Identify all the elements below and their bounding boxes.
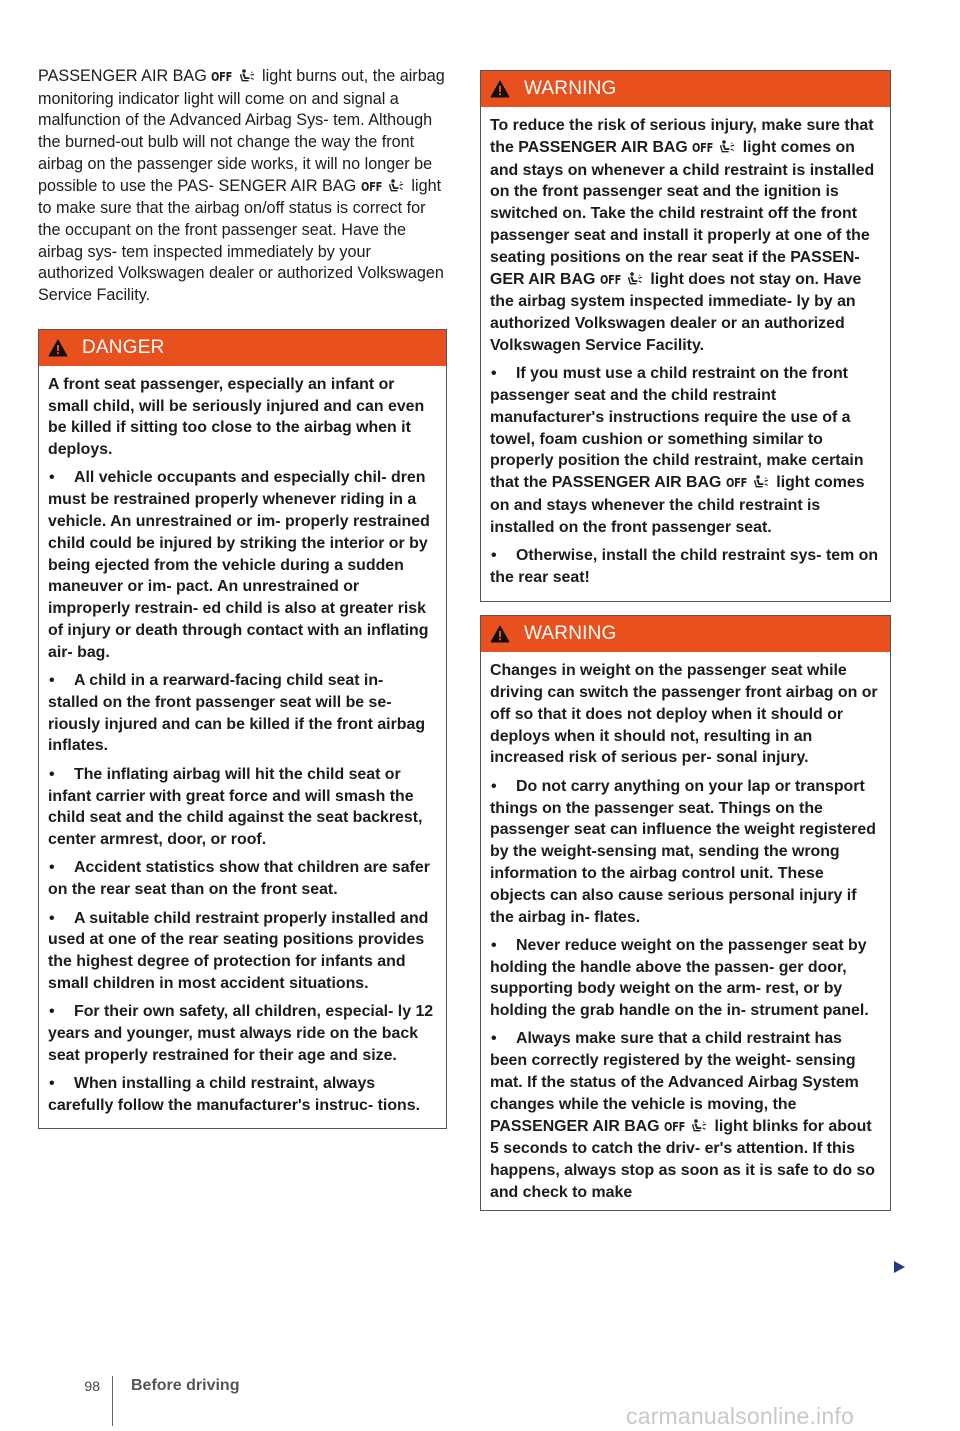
right-column bbox=[480, 70, 891, 1211]
passenger-seat-icon bbox=[627, 272, 643, 285]
passenger-seat-icon bbox=[719, 140, 735, 153]
intro-text-2: light burns out, the airbag monitoring indicator light will come on and signal a malfunction of the Advanced Airbag Sys- tem. Although the burned-out bulb will not change the way the front airbag on the passenger side works, it will no longer be possible to use the PAS- SENGER AIR BAG bbox=[38, 67, 445, 195]
warning-bullet: • Otherwise, install the child restraint sys- tem on the rear seat! bbox=[490, 545, 882, 589]
danger-header bbox=[39, 330, 446, 366]
danger-bullet: • For their own safety, all children, especial- ly 12 years and younger, must always ride on the back seat properly restrained for their age and size. bbox=[48, 1001, 438, 1066]
warning-triangle-icon bbox=[490, 625, 510, 643]
danger-lead: A front seat passenger, especially an infant or small child, will be seriously injured and can even be killed if sitting too close to the airbag when it deploys. bbox=[48, 375, 425, 459]
warning-lead-text: To reduce the risk of serious injury, make sure that the PASSENGER AIR BAG bbox=[490, 117, 874, 156]
page-number: 98 bbox=[84, 1378, 100, 1394]
passenger-seat-icon bbox=[239, 69, 255, 82]
off-label: OFF bbox=[725, 476, 747, 491]
warning-lead: Changes in weight on the passenger seat while driving can switch the passenger front airbag on or off so that it does not deploy when it should or deploys when it should not, resulting in an increased risk of serious per- sonal injury. bbox=[490, 662, 878, 767]
danger-bullet: • A child in a rearward-facing child seat in- stalled on the front passenger seat will be se- riously injured and can be killed if the front airbag inflates. bbox=[48, 670, 438, 757]
passenger-seat-icon bbox=[691, 1119, 707, 1132]
warning-lead-text: light comes on and stays on whenever a child restraint is installed on the front passenger seat and the ignition is switched on. Take the child restraint off the front passenger seat and install it properly at one of the seating positions on the rear seat if the PASSEN- GER AIR BAG bbox=[490, 138, 875, 288]
warning-triangle-icon bbox=[490, 80, 510, 98]
danger-bullet: • When installing a child restraint, always carefully follow the manufacturer's instruc- tions. bbox=[48, 1073, 438, 1117]
danger-body bbox=[39, 366, 446, 1129]
danger-heading: DANGER bbox=[82, 336, 165, 358]
warning-header bbox=[481, 71, 890, 107]
page-footer bbox=[78, 1376, 239, 1426]
warning-bullet-text: light comes on and stays whenever the child restraint is installed on the front passenger seat. bbox=[490, 474, 865, 536]
footer-divider bbox=[112, 1376, 113, 1426]
off-label: OFF bbox=[211, 70, 233, 84]
warning-bullet: • Never reduce weight on the passenger seat by holding the handle above the passen- ger door, supporting body weight on the arm- rest, or by holding the grab handle on the in- strument panel. bbox=[490, 935, 882, 1022]
danger-bullet: • Accident statistics show that children are safer on the rear seat than on the front seat. bbox=[48, 857, 438, 901]
warning-box-2 bbox=[480, 615, 891, 1211]
warning-heading: WARNING bbox=[524, 623, 617, 645]
danger-box bbox=[38, 329, 447, 1130]
passenger-seat-icon bbox=[753, 475, 769, 488]
warning-bullet bbox=[490, 363, 882, 538]
warning-bullet: • Do not carry anything on your lap or transport things on the passenger seat. Things on the passenger seat can influence the weight registered by the weight-sensing mat, sending the wrong information to the airbag control unit. These objects can also cause serious personal injury if the airbag in- flates. bbox=[490, 776, 882, 929]
warning-header bbox=[481, 616, 890, 652]
off-label: OFF bbox=[663, 1119, 686, 1134]
warning-bullet-text: light blinks for about 5 seconds to catch the driv- er's attention. If this happens, always stop as soon as it is safe to do so and check to make bbox=[490, 1117, 876, 1202]
warning-triangle-icon bbox=[48, 339, 68, 357]
off-label: OFF bbox=[599, 272, 621, 287]
warning-bullet bbox=[490, 1028, 882, 1203]
warning-bullet-text: If you must use a child restraint on the front passenger seat and the child restraint manufacturer's instructions require the use of a towel, foam cushion or something similar to properly position the child restraint, make certain that the PASSENGER AIR BAG bbox=[490, 365, 864, 492]
warning-lead-text: light does not stay on. Have the airbag system inspected immediate- ly by an authorized Volkswagen dealer or an authorized Volkswagen Service Facility. bbox=[490, 270, 862, 354]
off-label: OFF bbox=[360, 179, 382, 194]
off-label: OFF bbox=[692, 140, 714, 155]
left-column bbox=[38, 66, 448, 1129]
passenger-seat-icon bbox=[388, 179, 404, 192]
danger-bullet: • A suitable child restraint properly installed and used at one of the rear seating positions provides the highest degree of protection for infants and small children in most accident situations. bbox=[48, 908, 438, 995]
warning-lead bbox=[490, 115, 882, 357]
section-title: Before driving bbox=[131, 1377, 240, 1394]
warning-box-1 bbox=[480, 70, 891, 602]
watermark: carmanualsonline.info bbox=[626, 1403, 854, 1429]
intro-paragraph bbox=[38, 66, 448, 307]
warning-body bbox=[481, 652, 890, 1210]
danger-bullet: • The inflating airbag will hit the child seat or infant carrier with great force and will smash the child seat and the child against the seat backrest, center armrest, door, or roof. bbox=[48, 764, 438, 851]
warning-bullet-text: Always make sure that a child restraint has been correctly registered by the weight- sensing mat. If the status of the Advanced Airbag System changes while the vehicle is moving, the PASSENGER AIR BAG bbox=[490, 1030, 859, 1135]
warning-body bbox=[481, 107, 890, 601]
warning-heading: WARNING bbox=[524, 78, 617, 99]
intro-text-3: light to make sure that the airbag on/off status is correct for the occupant on the front passenger seat. Have the airbag sys- tem inspected immediately by your authorized Volkswagen dealer or authorized Volkswagen Service Facility. bbox=[38, 176, 444, 305]
danger-bullet: • All vehicle occupants and especially chil- dren must be restrained properly whenever riding in a vehicle. An unrestrained or im- properly restrained child could be injured by striking the interior or by being ejected from the vehicle during a sudden maneuver or im- pact. An unrestrained or improperly restrain- ed child is also at greater risk of injury or death through contact with an inflating air- bag. bbox=[48, 467, 438, 663]
intro-text-1: PASSENGER AIR BAG bbox=[38, 67, 212, 85]
continue-arrow-icon bbox=[894, 1261, 905, 1273]
